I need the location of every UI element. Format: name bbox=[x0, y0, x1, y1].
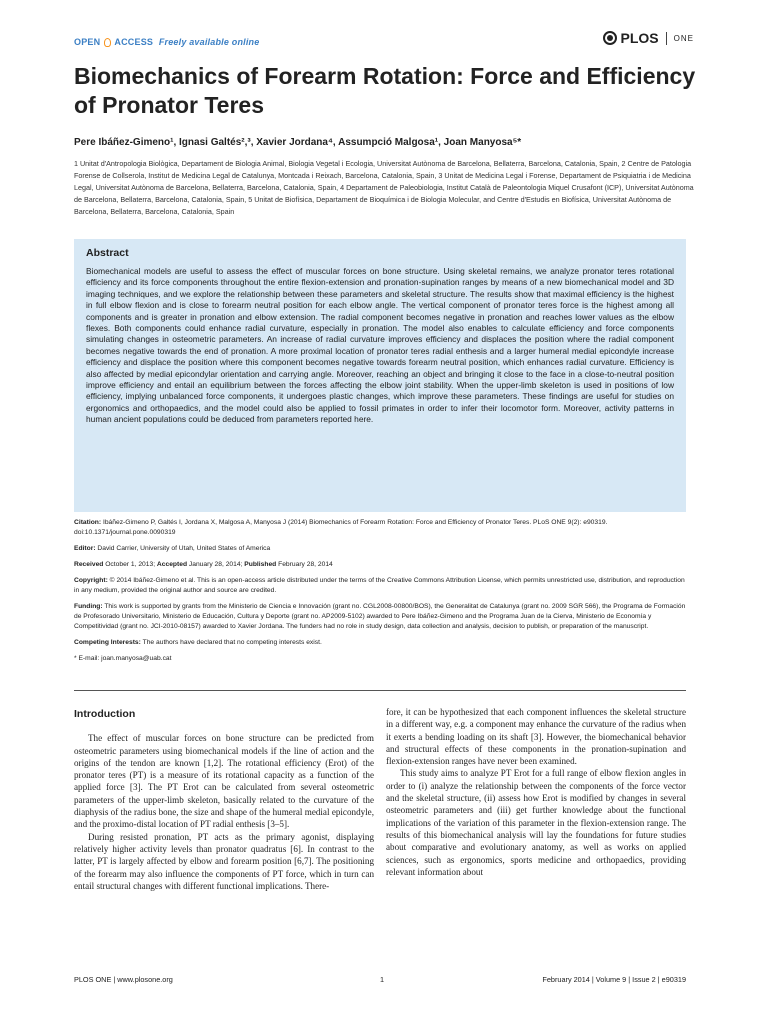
citation-label: Citation: bbox=[74, 519, 102, 526]
introduction-heading: Introduction bbox=[74, 708, 136, 720]
published-label: Published bbox=[244, 561, 277, 568]
affiliations: 1 Unitat d'Antropologia Biològica, Departament de Biologia Animal, Biologia Vegetal i Ecologia, Universitat Autònoma de Barcelona, Bellaterra, Barcelona, Catalonia, Spain, 2 Centre de Patologia Forense de Collserola, Institut de Medicina Legal de Catalunya, Montcada i Reixach, Barcelona, Catalonia, Spain, 3 Unitat de Medicina Legal i Forense, Departament de Psiquiatria i de Medicina Legal, Universitat Autònoma de Barcelona, Bellaterra, Barcelona, Catalonia, Spain, 4 Departament de Paleobiologia, Institut Català de Paleontologia Miquel Crusafont (ICP), Universitat Autònoma de Barcelona, Bellaterra, Barcelona, Catalonia, Spain, 5 Unitat de Biofísica, Departament de Bioquímica i de Biologia Molecular, and Centre d'Estudis en Biofísica, Universitat Autònoma de Barcelona, Bellaterra, Barcelona, Catalonia, Spain bbox=[74, 159, 694, 216]
open-access-lock-icon bbox=[104, 38, 111, 47]
footer-journal: PLOS ONE | www.plosone.org bbox=[74, 975, 173, 984]
received-date: October 1, 2013; bbox=[103, 561, 157, 568]
journal-logo-text: PLOS bbox=[620, 30, 659, 46]
competing-label: Competing Interests: bbox=[74, 639, 141, 646]
right-column bbox=[386, 706, 686, 878]
intro-paragraph-1: The effect of muscular forces on bone structure can be predicted from osteometric parameters using biomechanical models if the line of action and the origins of the tendon are known [1,2]. The rotational efficiency (Erot) of the pronator teres (PT) is a measure of its rotational capacity as a function of the applied force [3]. The PT Erot can be calculated from several osteometric parameters of the upper-limb skeleton, basically related to the curvature of the diaphysis of the radius bone, the size and shape of the humeral medial epicondyle, and the proximo-distal location of PT radial enthesis [3–5]. bbox=[74, 733, 374, 830]
abstract-heading: Abstract bbox=[86, 247, 129, 259]
abstract-box bbox=[74, 239, 686, 512]
author-list: Pere Ibáñez-Gimeno¹, Ignasi Galtés²,³, Xavier Jordana⁴, Assumpció Malgosa¹, Joan Manyosa⁵* bbox=[74, 137, 522, 148]
copyright bbox=[74, 576, 686, 596]
intro-paragraph-2: During resisted pronation, PT acts as the primary agonist, displaying relatively higher activity levels than pronator quadratus [6]. In contrast to the latter, PT is largely affected by elbow and forearm position [6,7]. The positioning of the forearm may also influence the components of PT force, which in turn can entail structural changes with different functional implications. There- bbox=[74, 831, 374, 891]
funding-text: This work is supported by grants from the Ministerio de Ciencia e Innovación (grant no. CGL2008-00800/BOS), the Generalitat de Catalunya (grant no. 2009 SGR 566), the Programa de Formación de Profesorado Universitario, Ministerio de Educación, Cultura y Deporte (grant no. AP2009-5102) awarded to Pere Ibáñez-Gimeno and the Programa Juan de la Cierva, Ministerio de Economía y Competitividad (grant no. JCI-2010-08157) awarded to Xavier Jordana. The funders had no role in study design, data collection and analysis, decision to publish, or preparation of the manuscript. bbox=[74, 603, 686, 630]
editor-label: Editor: bbox=[74, 545, 96, 552]
copyright-label: Copyright: bbox=[74, 577, 108, 584]
freely-available-label: Freely available online bbox=[158, 37, 260, 47]
plos-logo-icon bbox=[603, 31, 617, 45]
accepted-date: January 28, 2014; bbox=[187, 561, 245, 568]
editor bbox=[74, 544, 686, 554]
left-column bbox=[74, 708, 374, 892]
funding-label: Funding: bbox=[74, 603, 103, 610]
funding bbox=[74, 602, 686, 632]
article-title: Biomechanics of Forearm Rotation: Force and Efficiency of Pronator Teres bbox=[74, 63, 696, 118]
logo-divider bbox=[666, 32, 667, 45]
competing-text: The authors have declared that no competing interests exist. bbox=[140, 639, 322, 646]
received-label: Received bbox=[74, 561, 104, 568]
competing-interests bbox=[74, 638, 686, 648]
open-access-prefix: OPEN bbox=[74, 37, 101, 47]
footer-issue: February 2014 | Volume 9 | Issue 2 | e90319 bbox=[542, 975, 686, 984]
journal-logo-sub: ONE bbox=[673, 33, 694, 43]
abstract-text: Biomechanical models are useful to assess the effect of muscular forces on bone structure. Using skeletal remains, we analyze pronator teres rotational efficiency and its force components throughout the entire flexion-extension and pronation-supination ranges by means of a new biomechanical model and 3D imaging techniques, and we explore the relationship between these parameters and skeletal structure. The results show that maximal efficiency is the highest in full elbow flexion and is close to forearm neutral position for each elbow angle. The vertical component of pronator teres force is the highest among all components and is greater in pronation and elbow extension. The radial component becomes negative in pronation and reaches lower values as the elbow flexes. Both components could enhance radial curvature, especially in pronation. The model also enables to calculate efficiency and force components simulating changes in osteometric parameters. An increase of radial curvature improves efficiency and displaces the position where the radial component becomes negative towards the end of pronation. A more proximal location of pronator teres radial enthesis and a larger humeral medial epicondyle increase efficiency and displace the position where this component becomes negative towards forearm neutral position, which enhances radial curvature. Efficiency is also affected by medial epicondylar orientation and carrying angle. Moreover, reaching an object and bringing it close to the face in a close-to-neutral position improve efficiency and entail an equilibrium between the forces affecting the elbow joint stability. When the upper-limb skeleton is used in positions of low efficiency, implying unbalanced force components, it undergoes plastic changes, which improve these parameters. These findings are useful for studies on ergonomics and orthopaedics, and the model could also be applied to fossil primates in order to infer their locomotor form. Moreover, activity patterns in human ancient populations could be deduced from parameters reported here. bbox=[86, 266, 674, 425]
corresponding-email: * E-mail: joan.manyosa@uab.cat bbox=[74, 655, 172, 662]
published-date: February 28, 2014 bbox=[276, 561, 333, 568]
accepted-label: Accepted bbox=[156, 561, 188, 568]
citation bbox=[74, 518, 686, 538]
article-metadata bbox=[74, 518, 686, 670]
open-access-banner bbox=[74, 37, 259, 47]
copyright-text: © 2014 Ibáñez-Gimeno et al. This is an open-access article distributed under the terms of the Creative Commons Attribution License, which permits unrestricted use, distribution, and reproduction in any medium, provided the original author and source are credited. bbox=[74, 577, 685, 594]
section-divider bbox=[74, 690, 686, 691]
open-access-suffix: ACCESS bbox=[114, 37, 154, 47]
journal-logo bbox=[603, 30, 694, 46]
citation-text: Ibáñez-Gimeno P, Galtés I, Jordana X, Malgosa A, Manyosa J (2014) Biomechanics of Forearm Rotation: Force and Efficiency of Pronator Teres. PLoS ONE 9(2): e90319. doi:10.1371/journal.pone.0090319 bbox=[74, 519, 608, 536]
editor-text: David Carrier, University of Utah, United States of America bbox=[95, 545, 271, 552]
intro-paragraph-4: This study aims to analyze PT Erot for a full range of elbow flexion angles in order to (i) analyze the relationship between the components of the force vector and the skeletal structure, (ii) assess how Erot is modified by changes in several osteometric parameters and (iii) get further knowledge about the functional implications of the variation of this parameter in the flexion-extension range. The results of this biomechanical analysis will lay the foundations for future studies about comparative and evolutionary anatomy, as well as works on applied sciences, such as ergonomics, sports medicine and orthopaedics, providing relevant information about bbox=[386, 768, 686, 877]
dates bbox=[74, 560, 686, 570]
intro-paragraph-3: fore, it can be hypothesized that each component influences the skeletal structure in a different way, e.g. a component may enhance the curvature of the radius when it exerts a bending loading on its shaft [3]. However, the biomechanical behavior and structural effects of these components in the pronation-supination and flexion-extension ranges have never been examined. bbox=[386, 707, 686, 767]
page-number: 1 bbox=[380, 975, 385, 984]
